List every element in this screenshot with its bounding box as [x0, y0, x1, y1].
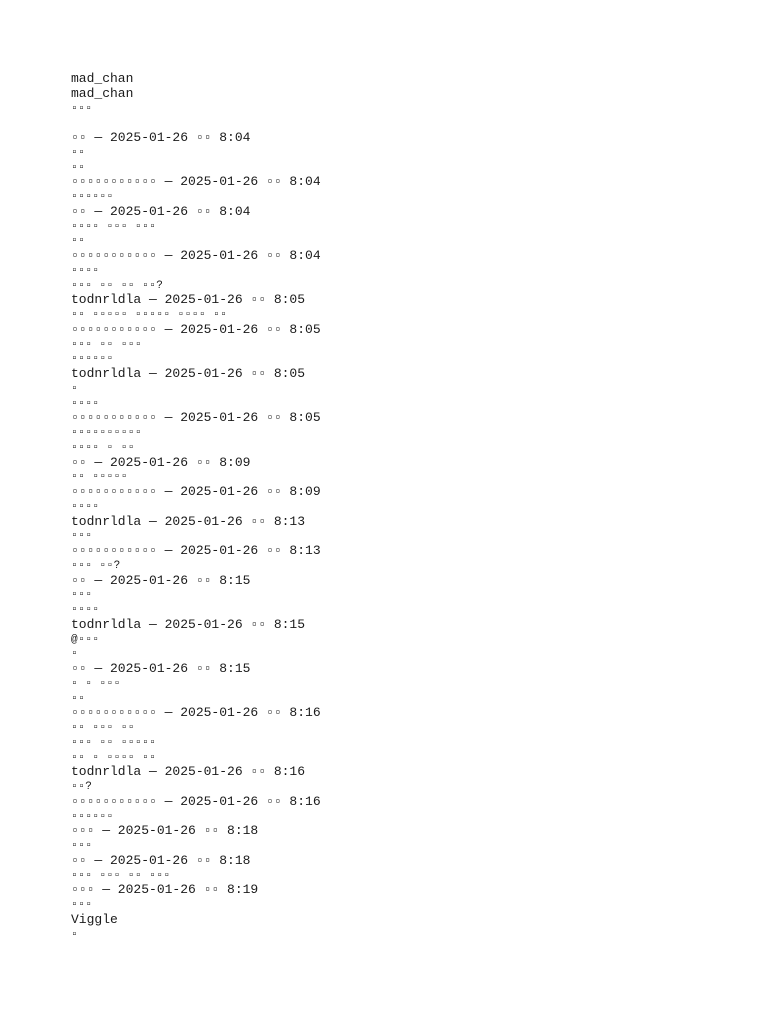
chat-line: ▫▫▫▫▫▫ [71, 191, 114, 203]
chat-line: ▫▫▫▫▫▫ [71, 810, 114, 823]
chat-line: ▫▫ — 2025-01-26 ▫▫ 8:04 [71, 131, 251, 145]
chat-line: ▫▫▫ [71, 899, 93, 911]
chat-line: ▫▫ ▫▫▫ ▫▫ [71, 722, 135, 734]
chat-line: ▫▫? [71, 781, 93, 793]
chat-line: ▫▫ [71, 235, 86, 248]
chat-line: ▫ ▫ ▫▫▫ [71, 677, 121, 690]
chat-line: ▫▫ — 2025-01-26 ▫▫ 8:18 [71, 853, 251, 868]
chat-line: ▫▫ [71, 692, 86, 705]
chat-line: ▫▫▫ ▫▫? [71, 559, 121, 572]
chat-line: ▫▫▫▫ [71, 397, 100, 410]
chat-line: ▫▫ — 2025-01-26 ▫▫ 8:15 [71, 662, 251, 676]
chat-line: ▫▫ [71, 146, 86, 159]
chat-line: ▫▫▫ [71, 530, 93, 543]
chat-line: ▫▫▫ — 2025-01-26 ▫▫ 8:18 [71, 824, 259, 839]
chat-line: ▫▫ ▫ ▫▫▫▫ ▫▫ [71, 751, 157, 764]
chat-line: ▫▫▫ [71, 102, 93, 115]
chat-line: todnrldla — 2025-01-26 ▫▫ 8:15 [71, 617, 306, 632]
chat-line: ▫▫▫▫▫▫▫▫▫▫▫ — 2025-01-26 ▫▫ 8:05 [71, 411, 321, 426]
chat-line: ▫▫▫ [71, 840, 93, 852]
chat-line: mad_chan [71, 86, 134, 101]
chat-log-document [71, 72, 751, 942]
chat-line: todnrldla — 2025-01-26 ▫▫ 8:05 [71, 293, 306, 308]
chat-line: ▫▫▫▫▫▫ [71, 353, 114, 366]
chat-line: ▫▫ — 2025-01-26 ▫▫ 8:15 [71, 573, 251, 588]
chat-line: ▫▫ ▫▫▫▫▫ ▫▫▫▫▫ ▫▫▫▫ ▫▫ [71, 309, 228, 321]
chat-line: ▫ [71, 382, 79, 395]
chat-line: ▫▫▫▫▫▫▫▫▫▫▫ — 2025-01-26 ▫▫ 8:13 [71, 544, 321, 558]
chat-line: ▫▫▫ ▫▫ ▫▫▫▫▫ [71, 736, 157, 749]
chat-line: todnrldla — 2025-01-26 ▫▫ 8:13 [71, 514, 306, 529]
chat-line: ▫▫ [71, 161, 86, 174]
chat-line: ▫▫▫ ▫▫▫ ▫▫ ▫▫▫ [71, 869, 171, 882]
chat-line: ▫▫▫ [71, 589, 93, 602]
chat-line: todnrldla — 2025-01-26 ▫▫ 8:05 [71, 367, 306, 381]
chat-line: ▫▫▫▫▫▫▫▫▫▫▫ — 2025-01-26 ▫▫ 8:09 [71, 485, 321, 499]
chat-line: Viggle [71, 912, 118, 927]
chat-line: ▫ [71, 928, 79, 941]
chat-line: ▫▫▫▫ [71, 604, 100, 616]
chat-line: ▫▫▫▫▫▫▫▫▫▫▫ — 2025-01-26 ▫▫ 8:05 [71, 322, 321, 337]
chat-line: ▫▫ — 2025-01-26 ▫▫ 8:09 [71, 455, 251, 470]
chat-line: ▫ [71, 648, 79, 661]
chat-line: ▫▫▫▫▫▫▫▫▫▫▫ — 2025-01-26 ▫▫ 8:16 [71, 794, 321, 809]
chat-line [71, 116, 751, 131]
chat-line: ▫▫▫ — 2025-01-26 ▫▫ 8:19 [71, 883, 259, 898]
chat-line: ▫▫▫▫▫▫▫▫▫▫▫ — 2025-01-26 ▫▫ 8:04 [71, 175, 321, 190]
chat-line: ▫▫▫▫▫▫▫▫▫▫▫ — 2025-01-26 ▫▫ 8:16 [71, 706, 321, 721]
chat-line: ▫▫▫▫▫▫▫▫▫▫▫ — 2025-01-26 ▫▫ 8:04 [71, 249, 321, 263]
chat-line: ▫▫ — 2025-01-26 ▫▫ 8:04 [71, 204, 251, 219]
chat-line: @▫▫▫ [71, 633, 100, 646]
chat-line: ▫▫▫▫ ▫▫▫ ▫▫▫ [71, 220, 157, 233]
chat-line: ▫▫▫▫ [71, 500, 100, 513]
chat-line: ▫▫▫ ▫▫ ▫▫▫ [71, 338, 143, 351]
chat-line: mad_chan [71, 72, 134, 86]
chat-line: ▫▫▫▫▫▫▫▫▫▫ [71, 427, 143, 439]
chat-line: ▫▫▫▫ [71, 264, 100, 277]
chat-line: ▫▫ ▫▫▫▫▫ [71, 471, 128, 484]
chat-line: ▫▫▫▫ ▫ ▫▫ [71, 441, 135, 454]
chat-line: ▫▫▫ ▫▫ ▫▫ ▫▫? [71, 279, 164, 292]
chat-line: todnrldla — 2025-01-26 ▫▫ 8:16 [71, 765, 306, 780]
